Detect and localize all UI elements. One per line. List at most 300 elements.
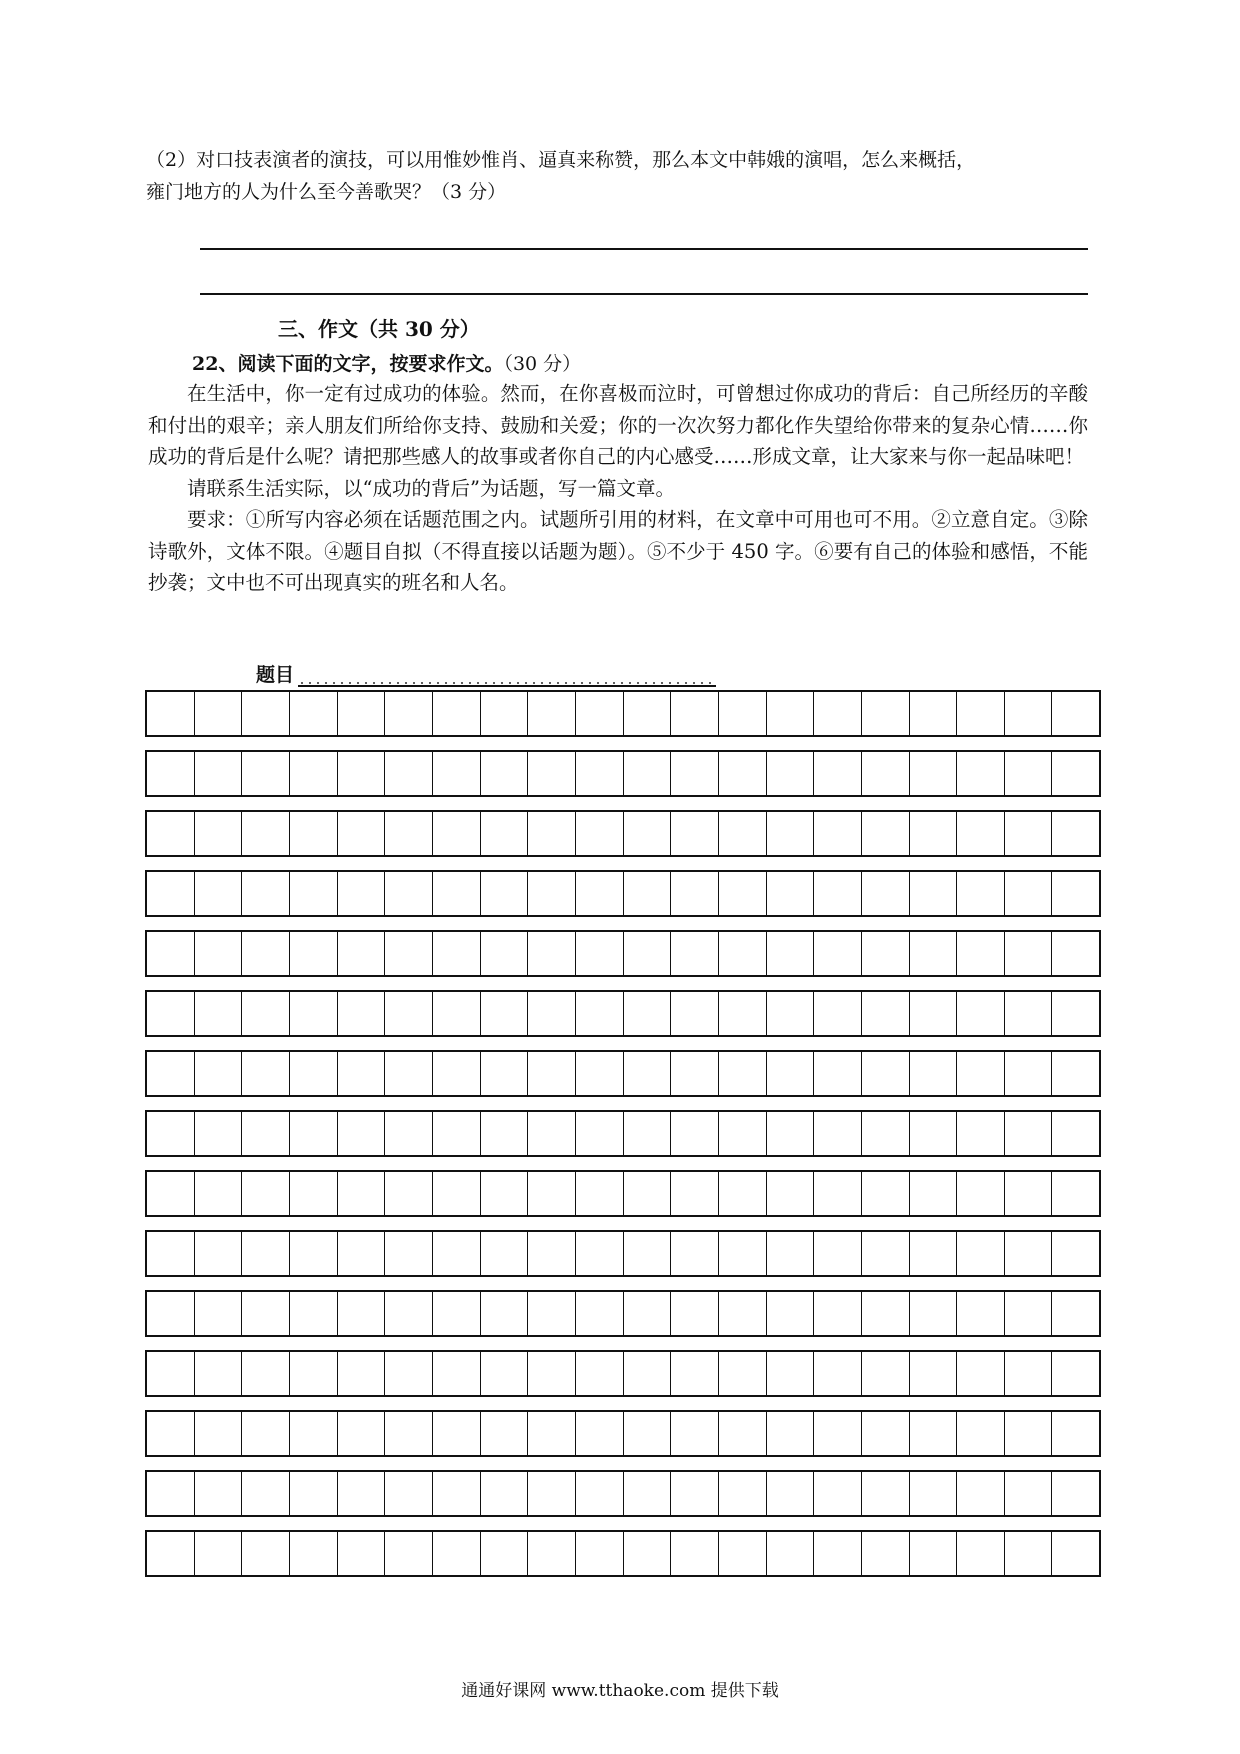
grid-cell[interactable]: [384, 692, 432, 735]
grid-cell[interactable]: [718, 1472, 766, 1515]
grid-cell[interactable]: [241, 1532, 289, 1575]
grid-cell[interactable]: [241, 812, 289, 855]
grid-cell[interactable]: [527, 692, 575, 735]
grid-cell[interactable]: [813, 752, 861, 795]
grid-cell[interactable]: [480, 1172, 528, 1215]
grid-cell[interactable]: [337, 1172, 385, 1215]
grid-cell[interactable]: [575, 1112, 623, 1155]
grid-cell[interactable]: [480, 752, 528, 795]
grid-cell[interactable]: [766, 1112, 814, 1155]
grid-cell[interactable]: [147, 692, 194, 735]
grid-cell[interactable]: [670, 1412, 718, 1455]
grid-cell[interactable]: [1004, 1232, 1052, 1275]
grid-cell[interactable]: [813, 1052, 861, 1095]
grid-cell[interactable]: [527, 1172, 575, 1215]
grid-cell[interactable]: [384, 752, 432, 795]
grid-cell[interactable]: [337, 1052, 385, 1095]
grid-cell[interactable]: [432, 1412, 480, 1455]
grid-cell[interactable]: [909, 1532, 957, 1575]
grid-cell[interactable]: [956, 992, 1004, 1035]
grid-cell[interactable]: [956, 1292, 1004, 1335]
grid-cell[interactable]: [147, 752, 194, 795]
grid-cell[interactable]: [1051, 872, 1099, 915]
grid-cell[interactable]: [432, 1232, 480, 1275]
grid-cell[interactable]: [575, 1352, 623, 1395]
grid-cell[interactable]: [194, 872, 242, 915]
grid-cell[interactable]: [194, 812, 242, 855]
grid-cell[interactable]: [1004, 752, 1052, 795]
grid-cell[interactable]: [194, 932, 242, 975]
grid-cell[interactable]: [623, 692, 671, 735]
grid-cell[interactable]: [194, 1112, 242, 1155]
grid-cell[interactable]: [718, 752, 766, 795]
grid-cell[interactable]: [194, 692, 242, 735]
grid-cell[interactable]: [480, 1232, 528, 1275]
grid-cell[interactable]: [1051, 1232, 1099, 1275]
grid-cell[interactable]: [480, 1052, 528, 1095]
grid-cell[interactable]: [480, 1472, 528, 1515]
grid-cell[interactable]: [766, 932, 814, 975]
grid-cell[interactable]: [289, 1532, 337, 1575]
grid-cell[interactable]: [861, 932, 909, 975]
grid-cell[interactable]: [432, 1172, 480, 1215]
grid-cell[interactable]: [147, 1232, 194, 1275]
grid-cell[interactable]: [670, 692, 718, 735]
grid-cell[interactable]: [909, 1412, 957, 1455]
grid-cell[interactable]: [384, 1232, 432, 1275]
grid-cell[interactable]: [575, 1292, 623, 1335]
grid-cell[interactable]: [241, 1232, 289, 1275]
grid-cell[interactable]: [766, 812, 814, 855]
grid-cell[interactable]: [909, 1052, 957, 1095]
grid-cell[interactable]: [1051, 1412, 1099, 1455]
grid-cell[interactable]: [670, 1352, 718, 1395]
grid-cell[interactable]: [147, 992, 194, 1035]
grid-cell[interactable]: [813, 1532, 861, 1575]
grid-cell[interactable]: [718, 1292, 766, 1335]
grid-cell[interactable]: [337, 932, 385, 975]
grid-cell[interactable]: [623, 1172, 671, 1215]
grid-cell[interactable]: [718, 992, 766, 1035]
grid-cell[interactable]: [670, 1052, 718, 1095]
grid-cell[interactable]: [670, 752, 718, 795]
grid-cell[interactable]: [1051, 992, 1099, 1035]
grid-cell[interactable]: [956, 932, 1004, 975]
grid-cell[interactable]: [909, 992, 957, 1035]
grid-cell[interactable]: [718, 1352, 766, 1395]
grid-cell[interactable]: [384, 812, 432, 855]
grid-cell[interactable]: [241, 1052, 289, 1095]
grid-cell[interactable]: [575, 1172, 623, 1215]
grid-cell[interactable]: [241, 992, 289, 1035]
grid-cell[interactable]: [1051, 1052, 1099, 1095]
grid-cell[interactable]: [718, 1112, 766, 1155]
grid-cell[interactable]: [432, 812, 480, 855]
grid-cell[interactable]: [909, 1112, 957, 1155]
grid-cell[interactable]: [1004, 872, 1052, 915]
grid-cell[interactable]: [337, 1232, 385, 1275]
grid-cell[interactable]: [432, 1352, 480, 1395]
grid-cell[interactable]: [194, 992, 242, 1035]
grid-cell[interactable]: [575, 872, 623, 915]
grid-cell[interactable]: [337, 1292, 385, 1335]
grid-cell[interactable]: [670, 1112, 718, 1155]
grid-cell[interactable]: [1004, 1352, 1052, 1395]
grid-cell[interactable]: [432, 1472, 480, 1515]
grid-cell[interactable]: [861, 692, 909, 735]
grid-cell[interactable]: [1004, 1112, 1052, 1155]
grid-cell[interactable]: [289, 932, 337, 975]
grid-cell[interactable]: [289, 872, 337, 915]
grid-cell[interactable]: [813, 1412, 861, 1455]
grid-cell[interactable]: [956, 1232, 1004, 1275]
grid-cell[interactable]: [337, 1472, 385, 1515]
grid-cell[interactable]: [527, 1232, 575, 1275]
grid-cell[interactable]: [384, 1472, 432, 1515]
grid-cell[interactable]: [956, 872, 1004, 915]
grid-cell[interactable]: [1051, 1292, 1099, 1335]
grid-cell[interactable]: [337, 752, 385, 795]
grid-cell[interactable]: [623, 752, 671, 795]
grid-cell[interactable]: [289, 1292, 337, 1335]
grid-cell[interactable]: [527, 1352, 575, 1395]
grid-cell[interactable]: [575, 752, 623, 795]
grid-cell[interactable]: [480, 1112, 528, 1155]
grid-cell[interactable]: [147, 812, 194, 855]
grid-cell[interactable]: [1051, 1352, 1099, 1395]
grid-cell[interactable]: [861, 992, 909, 1035]
grid-cell[interactable]: [575, 932, 623, 975]
grid-cell[interactable]: [813, 872, 861, 915]
grid-cell[interactable]: [1004, 1172, 1052, 1215]
grid-cell[interactable]: [527, 1292, 575, 1335]
grid-cell[interactable]: [147, 872, 194, 915]
grid-cell[interactable]: [670, 1172, 718, 1215]
grid-cell[interactable]: [861, 1532, 909, 1575]
grid-cell[interactable]: [861, 1172, 909, 1215]
grid-cell[interactable]: [766, 752, 814, 795]
grid-cell[interactable]: [337, 1532, 385, 1575]
grid-cell[interactable]: [432, 692, 480, 735]
grid-cell[interactable]: [623, 872, 671, 915]
grid-cell[interactable]: [956, 1412, 1004, 1455]
grid-cell[interactable]: [813, 1352, 861, 1395]
grid-cell[interactable]: [623, 1112, 671, 1155]
grid-cell[interactable]: [194, 1352, 242, 1395]
grid-cell[interactable]: [432, 1052, 480, 1095]
grid-cell[interactable]: [575, 692, 623, 735]
grid-cell[interactable]: [384, 1052, 432, 1095]
grid-cell[interactable]: [909, 692, 957, 735]
grid-cell[interactable]: [956, 1112, 1004, 1155]
grid-cell[interactable]: [289, 1172, 337, 1215]
grid-cell[interactable]: [861, 1112, 909, 1155]
grid-cell[interactable]: [1004, 1412, 1052, 1455]
grid-cell[interactable]: [432, 1532, 480, 1575]
grid-cell[interactable]: [241, 872, 289, 915]
grid-cell[interactable]: [337, 1412, 385, 1455]
grid-cell[interactable]: [623, 1292, 671, 1335]
grid-cell[interactable]: [289, 692, 337, 735]
grid-cell[interactable]: [1004, 692, 1052, 735]
grid-cell[interactable]: [575, 1412, 623, 1455]
grid-cell[interactable]: [289, 1352, 337, 1395]
grid-cell[interactable]: [289, 812, 337, 855]
grid-cell[interactable]: [194, 1532, 242, 1575]
grid-cell[interactable]: [241, 1112, 289, 1155]
grid-cell[interactable]: [956, 1052, 1004, 1095]
grid-cell[interactable]: [813, 1472, 861, 1515]
grid-cell[interactable]: [1051, 1472, 1099, 1515]
grid-cell[interactable]: [147, 932, 194, 975]
grid-cell[interactable]: [718, 1052, 766, 1095]
grid-cell[interactable]: [766, 1232, 814, 1275]
grid-cell[interactable]: [766, 1052, 814, 1095]
grid-cell[interactable]: [194, 1412, 242, 1455]
grid-cell[interactable]: [956, 1172, 1004, 1215]
grid-cell[interactable]: [1004, 932, 1052, 975]
grid-cell[interactable]: [623, 1232, 671, 1275]
grid-cell[interactable]: [527, 872, 575, 915]
grid-cell[interactable]: [956, 1532, 1004, 1575]
grid-cell[interactable]: [575, 812, 623, 855]
grid-cell[interactable]: [623, 1532, 671, 1575]
grid-cell[interactable]: [575, 1472, 623, 1515]
grid-cell[interactable]: [575, 1232, 623, 1275]
grid-cell[interactable]: [1051, 1172, 1099, 1215]
grid-cell[interactable]: [813, 1232, 861, 1275]
grid-cell[interactable]: [337, 1112, 385, 1155]
grid-cell[interactable]: [670, 992, 718, 1035]
grid-cell[interactable]: [861, 752, 909, 795]
grid-cell[interactable]: [909, 1292, 957, 1335]
grid-cell[interactable]: [909, 812, 957, 855]
grid-cell[interactable]: [194, 1232, 242, 1275]
grid-cell[interactable]: [909, 1172, 957, 1215]
grid-cell[interactable]: [147, 1112, 194, 1155]
grid-cell[interactable]: [527, 992, 575, 1035]
grid-cell[interactable]: [241, 692, 289, 735]
grid-cell[interactable]: [241, 1172, 289, 1215]
grid-cell[interactable]: [861, 1232, 909, 1275]
grid-cell[interactable]: [1051, 1112, 1099, 1155]
grid-cell[interactable]: [766, 1172, 814, 1215]
grid-cell[interactable]: [432, 752, 480, 795]
grid-cell[interactable]: [813, 992, 861, 1035]
grid-cell[interactable]: [480, 872, 528, 915]
grid-cell[interactable]: [480, 812, 528, 855]
grid-cell[interactable]: [766, 1532, 814, 1575]
grid-cell[interactable]: [718, 1232, 766, 1275]
grid-cell[interactable]: [241, 932, 289, 975]
grid-cell[interactable]: [289, 1052, 337, 1095]
grid-cell[interactable]: [718, 1532, 766, 1575]
grid-cell[interactable]: [623, 1052, 671, 1095]
grid-cell[interactable]: [1004, 1472, 1052, 1515]
grid-cell[interactable]: [384, 992, 432, 1035]
grid-cell[interactable]: [766, 872, 814, 915]
grid-cell[interactable]: [670, 872, 718, 915]
grid-cell[interactable]: [337, 812, 385, 855]
grid-cell[interactable]: [670, 1292, 718, 1335]
grid-cell[interactable]: [527, 1412, 575, 1455]
grid-cell[interactable]: [527, 1112, 575, 1155]
grid-cell[interactable]: [813, 692, 861, 735]
grid-cell[interactable]: [718, 692, 766, 735]
grid-cell[interactable]: [241, 1472, 289, 1515]
grid-cell[interactable]: [718, 812, 766, 855]
grid-cell[interactable]: [337, 872, 385, 915]
grid-cell[interactable]: [623, 812, 671, 855]
grid-cell[interactable]: [766, 992, 814, 1035]
grid-cell[interactable]: [384, 1352, 432, 1395]
grid-cell[interactable]: [147, 1172, 194, 1215]
grid-cell[interactable]: [384, 1112, 432, 1155]
grid-cell[interactable]: [956, 1472, 1004, 1515]
grid-cell[interactable]: [861, 1292, 909, 1335]
grid-cell[interactable]: [766, 1472, 814, 1515]
grid-cell[interactable]: [241, 1412, 289, 1455]
grid-cell[interactable]: [575, 1532, 623, 1575]
grid-cell[interactable]: [194, 1172, 242, 1215]
grid-cell[interactable]: [289, 992, 337, 1035]
grid-cell[interactable]: [670, 812, 718, 855]
grid-cell[interactable]: [909, 1352, 957, 1395]
grid-cell[interactable]: [909, 932, 957, 975]
grid-cell[interactable]: [384, 1532, 432, 1575]
grid-cell[interactable]: [432, 1112, 480, 1155]
grid-cell[interactable]: [194, 1052, 242, 1095]
grid-cell[interactable]: [432, 932, 480, 975]
grid-cell[interactable]: [718, 1412, 766, 1455]
grid-cell[interactable]: [909, 1472, 957, 1515]
grid-cell[interactable]: [718, 1172, 766, 1215]
grid-cell[interactable]: [1004, 1532, 1052, 1575]
grid-cell[interactable]: [432, 872, 480, 915]
grid-cell[interactable]: [432, 1292, 480, 1335]
grid-cell[interactable]: [670, 932, 718, 975]
grid-cell[interactable]: [289, 752, 337, 795]
grid-cell[interactable]: [956, 692, 1004, 735]
grid-cell[interactable]: [813, 1172, 861, 1215]
grid-cell[interactable]: [527, 1532, 575, 1575]
grid-cell[interactable]: [861, 1352, 909, 1395]
grid-cell[interactable]: [623, 1472, 671, 1515]
essay-title-blank[interactable]: [298, 665, 716, 687]
grid-cell[interactable]: [718, 932, 766, 975]
grid-cell[interactable]: [909, 872, 957, 915]
grid-cell[interactable]: [909, 752, 957, 795]
grid-cell[interactable]: [527, 1052, 575, 1095]
grid-cell[interactable]: [1004, 992, 1052, 1035]
grid-cell[interactable]: [384, 932, 432, 975]
grid-cell[interactable]: [147, 1292, 194, 1335]
grid-cell[interactable]: [147, 1052, 194, 1095]
grid-cell[interactable]: [337, 1352, 385, 1395]
grid-cell[interactable]: [766, 1412, 814, 1455]
grid-cell[interactable]: [194, 1292, 242, 1335]
grid-cell[interactable]: [1004, 1292, 1052, 1335]
grid-cell[interactable]: [813, 1292, 861, 1335]
grid-cell[interactable]: [480, 1532, 528, 1575]
grid-cell[interactable]: [861, 1412, 909, 1455]
grid-cell[interactable]: [861, 812, 909, 855]
grid-cell[interactable]: [384, 872, 432, 915]
grid-cell[interactable]: [1051, 752, 1099, 795]
grid-cell[interactable]: [289, 1112, 337, 1155]
grid-cell[interactable]: [384, 1412, 432, 1455]
grid-cell[interactable]: [1051, 692, 1099, 735]
grid-cell[interactable]: [623, 992, 671, 1035]
grid-cell[interactable]: [527, 1472, 575, 1515]
grid-cell[interactable]: [623, 1412, 671, 1455]
grid-cell[interactable]: [241, 752, 289, 795]
grid-cell[interactable]: [1051, 1532, 1099, 1575]
grid-cell[interactable]: [432, 992, 480, 1035]
grid-cell[interactable]: [480, 932, 528, 975]
grid-cell[interactable]: [480, 1292, 528, 1335]
grid-cell[interactable]: [194, 752, 242, 795]
grid-cell[interactable]: [1004, 1052, 1052, 1095]
grid-cell[interactable]: [956, 752, 1004, 795]
grid-cell[interactable]: [813, 932, 861, 975]
grid-cell[interactable]: [813, 1112, 861, 1155]
grid-cell[interactable]: [909, 1232, 957, 1275]
grid-cell[interactable]: [861, 872, 909, 915]
grid-cell[interactable]: [1051, 812, 1099, 855]
grid-cell[interactable]: [289, 1412, 337, 1455]
grid-cell[interactable]: [527, 812, 575, 855]
grid-cell[interactable]: [194, 1472, 242, 1515]
grid-cell[interactable]: [670, 1472, 718, 1515]
grid-cell[interactable]: [1051, 932, 1099, 975]
grid-cell[interactable]: [384, 1172, 432, 1215]
grid-cell[interactable]: [147, 1412, 194, 1455]
grid-cell[interactable]: [147, 1472, 194, 1515]
grid-cell[interactable]: [956, 812, 1004, 855]
answer-line-2[interactable]: [200, 293, 1088, 295]
grid-cell[interactable]: [241, 1352, 289, 1395]
grid-cell[interactable]: [289, 1232, 337, 1275]
grid-cell[interactable]: [861, 1052, 909, 1095]
grid-cell[interactable]: [480, 1412, 528, 1455]
grid-cell[interactable]: [766, 1352, 814, 1395]
grid-cell[interactable]: [623, 1352, 671, 1395]
grid-cell[interactable]: [575, 1052, 623, 1095]
grid-cell[interactable]: [337, 692, 385, 735]
grid-cell[interactable]: [527, 752, 575, 795]
grid-cell[interactable]: [575, 992, 623, 1035]
grid-cell[interactable]: [766, 1292, 814, 1335]
grid-cell[interactable]: [623, 932, 671, 975]
grid-cell[interactable]: [480, 992, 528, 1035]
grid-cell[interactable]: [861, 1472, 909, 1515]
grid-cell[interactable]: [147, 1532, 194, 1575]
grid-cell[interactable]: [480, 692, 528, 735]
grid-cell[interactable]: [241, 1292, 289, 1335]
grid-cell[interactable]: [670, 1532, 718, 1575]
grid-cell[interactable]: [147, 1352, 194, 1395]
grid-cell[interactable]: [1004, 812, 1052, 855]
grid-cell[interactable]: [289, 1472, 337, 1515]
grid-cell[interactable]: [527, 932, 575, 975]
grid-cell[interactable]: [337, 992, 385, 1035]
grid-cell[interactable]: [480, 1352, 528, 1395]
grid-cell[interactable]: [384, 1292, 432, 1335]
answer-line-1[interactable]: [200, 248, 1088, 250]
grid-cell[interactable]: [813, 812, 861, 855]
grid-cell[interactable]: [670, 1232, 718, 1275]
